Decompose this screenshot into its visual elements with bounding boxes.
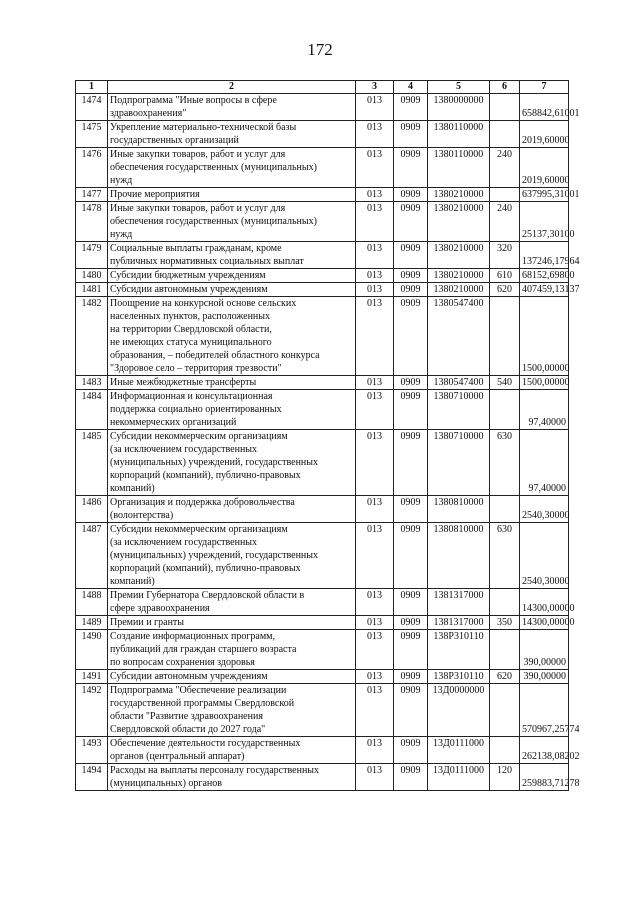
- section-code-cell: 0909: [394, 121, 428, 148]
- section-code-cell: 0909: [394, 670, 428, 684]
- table-row: [76, 684, 569, 737]
- amount-cell: 25137,30100: [520, 202, 569, 242]
- amount-cell: 407459,13137: [520, 283, 569, 297]
- amount-cell: 1500,00000: [520, 297, 569, 376]
- row-name-cell: Субсидии некоммерческим организациям (за исключением государственных (муниципальных) учреждений, государственных корпораций (компаний), публично-правовых компаний): [108, 430, 356, 496]
- row-number-cell: 1494: [76, 764, 108, 791]
- budget-table: [75, 80, 580, 791]
- table-row: [76, 188, 569, 202]
- table-row: [76, 121, 569, 148]
- header-col-5: 5: [428, 81, 490, 94]
- row-number-cell: 1481: [76, 283, 108, 297]
- target-article-cell: 1380810000: [428, 523, 490, 589]
- expense-type-cell: 120: [490, 764, 520, 791]
- amount-cell: 137246,17964: [520, 242, 569, 269]
- ministry-code-cell: 013: [356, 684, 394, 737]
- section-code-cell: 0909: [394, 630, 428, 670]
- expense-type-cell: [490, 390, 520, 430]
- row-name-cell: Иные межбюджетные трансферты: [108, 376, 356, 390]
- row-name-cell: Социальные выплаты гражданам, кроме публичных нормативных социальных выплат: [108, 242, 356, 269]
- ministry-code-cell: 013: [356, 242, 394, 269]
- header-col-2: 2: [108, 81, 356, 94]
- section-code-cell: 0909: [394, 430, 428, 496]
- section-code-cell: 0909: [394, 148, 428, 188]
- row-name-cell: Информационная и консультационная поддержка социально ориентированных некоммерческих организаций: [108, 390, 356, 430]
- expense-type-cell: 620: [490, 283, 520, 297]
- row-number-cell: 1482: [76, 297, 108, 376]
- target-article-cell: 1380710000: [428, 430, 490, 496]
- header-col-3: 3: [356, 81, 394, 94]
- header-col-4: 4: [394, 81, 428, 94]
- ministry-code-cell: 013: [356, 430, 394, 496]
- section-code-cell: 0909: [394, 297, 428, 376]
- table-row: [76, 297, 569, 376]
- section-code-cell: 0909: [394, 269, 428, 283]
- table-row: [76, 430, 569, 496]
- expense-type-cell: 610: [490, 269, 520, 283]
- amount-cell: 97,40000: [520, 430, 569, 496]
- row-name-cell: Организация и поддержка добровольчества (волонтерства): [108, 496, 356, 523]
- expense-type-cell: 630: [490, 523, 520, 589]
- target-article-cell: 1380547400: [428, 297, 490, 376]
- row-name-cell: Прочие мероприятия: [108, 188, 356, 202]
- amount-cell: 14300,00000: [520, 589, 569, 616]
- section-code-cell: 0909: [394, 496, 428, 523]
- target-article-cell: 1381317000: [428, 589, 490, 616]
- expense-type-cell: [490, 297, 520, 376]
- section-code-cell: 0909: [394, 764, 428, 791]
- target-article-cell: 1380210000: [428, 283, 490, 297]
- ministry-code-cell: 013: [356, 390, 394, 430]
- amount-cell: 658842,61001: [520, 94, 569, 121]
- section-code-cell: 0909: [394, 242, 428, 269]
- expense-type-cell: 620: [490, 670, 520, 684]
- target-article-cell: 1380110000: [428, 148, 490, 188]
- amount-cell: 390,00000: [520, 670, 569, 684]
- target-article-cell: 1381317000: [428, 616, 490, 630]
- ministry-code-cell: 013: [356, 764, 394, 791]
- row-name-cell: Обеспечение деятельности государственных органов (центральный аппарат): [108, 737, 356, 764]
- section-code-cell: 0909: [394, 523, 428, 589]
- table-row: [76, 148, 569, 188]
- target-article-cell: 138P310110: [428, 670, 490, 684]
- expense-type-cell: [490, 589, 520, 616]
- row-number-cell: 1486: [76, 496, 108, 523]
- target-article-cell: 1380210000: [428, 188, 490, 202]
- table-row: [76, 390, 569, 430]
- table-row: [76, 630, 569, 670]
- amount-cell: 68152,69800: [520, 269, 569, 283]
- row-number-cell: 1490: [76, 630, 108, 670]
- row-number-cell: 1475: [76, 121, 108, 148]
- section-code-cell: 0909: [394, 188, 428, 202]
- expense-type-cell: [490, 737, 520, 764]
- section-code-cell: 0909: [394, 737, 428, 764]
- row-name-cell: Укрепление материально-технической базы государственных организаций: [108, 121, 356, 148]
- ministry-code-cell: 013: [356, 297, 394, 376]
- row-number-cell: 1478: [76, 202, 108, 242]
- table-row: [76, 242, 569, 269]
- row-name-cell: Иные закупки товаров, работ и услуг для обеспечения государственных (муниципальных) нужд: [108, 148, 356, 188]
- row-number-cell: 1476: [76, 148, 108, 188]
- row-name-cell: Расходы на выплаты персоналу государственных (муниципальных) органов: [108, 764, 356, 791]
- amount-cell: 2019,60000: [520, 121, 569, 148]
- section-code-cell: 0909: [394, 376, 428, 390]
- row-number-cell: 1483: [76, 376, 108, 390]
- amount-cell: 259883,71278: [520, 764, 569, 791]
- page-number: 172: [307, 40, 333, 59]
- target-article-cell: 1380210000: [428, 202, 490, 242]
- ministry-code-cell: 013: [356, 737, 394, 764]
- table-row: [76, 202, 569, 242]
- section-code-cell: 0909: [394, 616, 428, 630]
- row-name-cell: Подпрограмма "Обеспечение реализации государственной программы Свердловской области "Развитие здравоохранения Свердловской области до 2027 года": [108, 684, 356, 737]
- row-number-cell: 1485: [76, 430, 108, 496]
- target-article-cell: 1380210000: [428, 242, 490, 269]
- row-number-cell: 1479: [76, 242, 108, 269]
- amount-cell: 262138,08202: [520, 737, 569, 764]
- ministry-code-cell: 013: [356, 616, 394, 630]
- target-article-cell: 1380547400: [428, 376, 490, 390]
- ministry-code-cell: 013: [356, 630, 394, 670]
- ministry-code-cell: 013: [356, 376, 394, 390]
- expense-type-cell: [490, 496, 520, 523]
- target-article-cell: 1380000000: [428, 94, 490, 121]
- expense-type-cell: 320: [490, 242, 520, 269]
- ministry-code-cell: 013: [356, 670, 394, 684]
- section-code-cell: 0909: [394, 684, 428, 737]
- section-code-cell: 0909: [394, 390, 428, 430]
- amount-cell: 570967,25774: [520, 684, 569, 737]
- amount-cell: 14300,00000: [520, 616, 569, 630]
- row-name-cell: Субсидии некоммерческим организациям (за исключением государственных (муниципальных) учреждений, государственных корпораций (компаний), публично-правовых компаний): [108, 523, 356, 589]
- row-number-cell: 1484: [76, 390, 108, 430]
- table-row: [76, 737, 569, 764]
- table-body: [76, 94, 580, 791]
- target-article-cell: 13Д0111000: [428, 764, 490, 791]
- row-name-cell: Субсидии бюджетным учреждениям: [108, 269, 356, 283]
- target-article-cell: 138P310110: [428, 630, 490, 670]
- target-article-cell: 1380210000: [428, 269, 490, 283]
- row-number-cell: 1474: [76, 94, 108, 121]
- row-number-cell: 1477: [76, 188, 108, 202]
- header-col-1: 1: [76, 81, 108, 94]
- ministry-code-cell: 013: [356, 523, 394, 589]
- table-row: [76, 589, 569, 616]
- header-row: [76, 81, 569, 94]
- section-code-cell: 0909: [394, 589, 428, 616]
- amount-cell: 97,40000: [520, 390, 569, 430]
- ministry-code-cell: 013: [356, 283, 394, 297]
- amount-cell: 2540,30000: [520, 496, 569, 523]
- row-name-cell: Субсидии автономным учреждениям: [108, 283, 356, 297]
- target-article-cell: 13Д0111000: [428, 737, 490, 764]
- target-article-cell: 1380810000: [428, 496, 490, 523]
- row-number-cell: 1488: [76, 589, 108, 616]
- expense-type-cell: [490, 188, 520, 202]
- row-name-cell: Премии и гранты: [108, 616, 356, 630]
- expense-type-cell: [490, 94, 520, 121]
- section-code-cell: 0909: [394, 94, 428, 121]
- section-code-cell: 0909: [394, 283, 428, 297]
- row-number-cell: 1493: [76, 737, 108, 764]
- table-row: [76, 764, 569, 791]
- ministry-code-cell: 013: [356, 148, 394, 188]
- target-article-cell: 13Д0000000: [428, 684, 490, 737]
- expense-type-cell: [490, 121, 520, 148]
- row-name-cell: Премии Губернатора Свердловской области в сфере здравоохранения: [108, 589, 356, 616]
- table-row: [76, 376, 569, 390]
- amount-cell: 1500,00000: [520, 376, 569, 390]
- row-name-cell: Иные закупки товаров, работ и услуг для обеспечения государственных (муниципальных) нужд: [108, 202, 356, 242]
- row-name-cell: Подпрограмма "Иные вопросы в сфере здравоохранения": [108, 94, 356, 121]
- row-number-cell: 1487: [76, 523, 108, 589]
- amount-cell: 637995,31001: [520, 188, 569, 202]
- expense-type-cell: 630: [490, 430, 520, 496]
- row-number-cell: 1480: [76, 269, 108, 283]
- ministry-code-cell: 013: [356, 188, 394, 202]
- expense-type-cell: [490, 684, 520, 737]
- expense-type-cell: 240: [490, 202, 520, 242]
- table-row: [76, 269, 569, 283]
- header-col-6: 6: [490, 81, 520, 94]
- ministry-code-cell: 013: [356, 94, 394, 121]
- ministry-code-cell: 013: [356, 269, 394, 283]
- row-number-cell: 1489: [76, 616, 108, 630]
- table-row: [76, 283, 569, 297]
- ministry-code-cell: 013: [356, 121, 394, 148]
- table-row: [76, 670, 569, 684]
- header-col-7: 7: [520, 81, 569, 94]
- expense-type-cell: 350: [490, 616, 520, 630]
- row-number-cell: 1492: [76, 684, 108, 737]
- row-name-cell: Поощрение на конкурсной основе сельских населенных пунктов, расположенных на территории Свердловской области, не имеющих статуса муниципального образования, – победителей областного конкурса "Здоровое село – территория трезвости": [108, 297, 356, 376]
- section-code-cell: 0909: [394, 202, 428, 242]
- target-article-cell: 1380710000: [428, 390, 490, 430]
- row-number-cell: 1491: [76, 670, 108, 684]
- target-article-cell: 1380110000: [428, 121, 490, 148]
- table-row: [76, 616, 569, 630]
- table-row: [76, 94, 569, 121]
- table-row: [76, 496, 569, 523]
- amount-cell: 390,00000: [520, 630, 569, 670]
- expense-type-cell: 540: [490, 376, 520, 390]
- expense-type-cell: [490, 630, 520, 670]
- row-name-cell: Создание информационных программ, публикаций для граждан старшего возраста по вопросам сохранения здоровья: [108, 630, 356, 670]
- ministry-code-cell: 013: [356, 202, 394, 242]
- row-name-cell: Субсидии автономным учреждениям: [108, 670, 356, 684]
- ministry-code-cell: 013: [356, 589, 394, 616]
- ministry-code-cell: 013: [356, 496, 394, 523]
- amount-cell: 2019,60000: [520, 148, 569, 188]
- expense-type-cell: 240: [490, 148, 520, 188]
- amount-cell: 2540,30000: [520, 523, 569, 589]
- table-row: [76, 523, 569, 589]
